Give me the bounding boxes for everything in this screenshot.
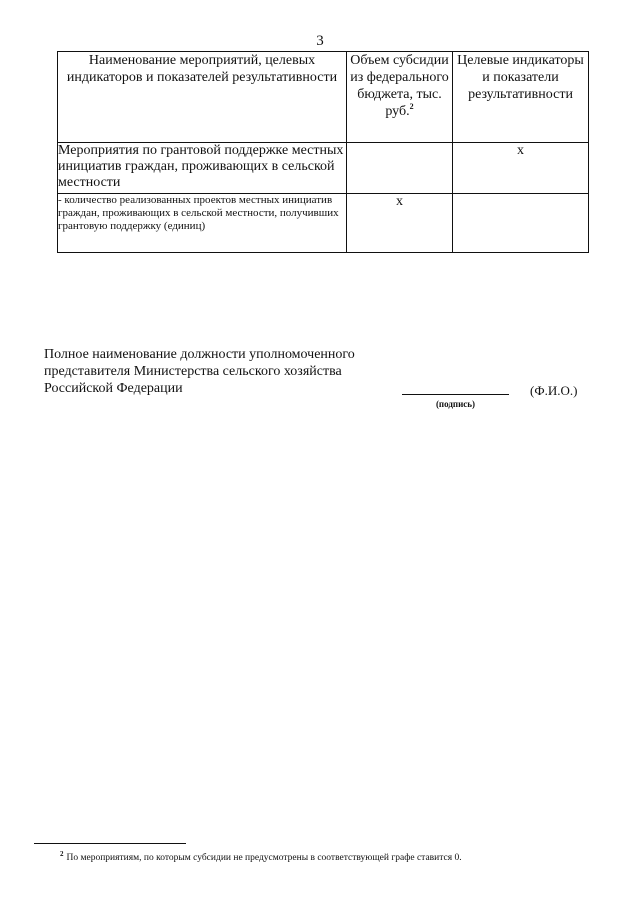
- table-header-row: [58, 52, 589, 143]
- name-caption: (Ф.И.О.): [530, 383, 578, 398]
- footnote-ref: 2: [409, 102, 414, 111]
- table-row: [58, 143, 589, 194]
- header-subsidy: [347, 52, 453, 143]
- header-indicators: Целевые индикаторы и показатели результативности: [453, 52, 589, 143]
- header-activities: Наименование мероприятий, целевых индикаторов и показателей результативности: [58, 52, 347, 143]
- official-position-text: Полное наименование должности уполномоченного представителя Министерства сельского хозяйства Российской Федерации: [44, 347, 355, 396]
- signature-line: [402, 394, 509, 395]
- footnote-text: По мероприятиям, по которым субсидии не предусмотрены в соответствующей графе ставится 0.: [66, 853, 462, 863]
- header-subsidy-label: Объем субсидии из федерального бюджета, тыс. руб.: [350, 53, 449, 119]
- row-indicator-name: - количество реализованных проектов местных инициатив граждан, проживающих в сельской местности, получивших грантовую поддержку (единиц): [58, 194, 347, 253]
- subsidy-table: [57, 51, 589, 253]
- row-indicator-value: х: [453, 143, 589, 194]
- page-number: 3: [316, 33, 324, 49]
- row-indicator-value: [453, 194, 589, 253]
- row-activity-name: Мероприятия по грантовой поддержке местных инициатив граждан, проживающих в сельской местности: [58, 143, 347, 194]
- footnote-divider: [34, 843, 186, 844]
- table-row: [58, 194, 589, 253]
- row-subsidy-value: х: [347, 194, 453, 253]
- signature-caption: (подпись): [435, 399, 476, 409]
- footnote-number: 2: [60, 850, 64, 858]
- row-subsidy-value: [347, 143, 453, 194]
- footnote: [60, 852, 620, 864]
